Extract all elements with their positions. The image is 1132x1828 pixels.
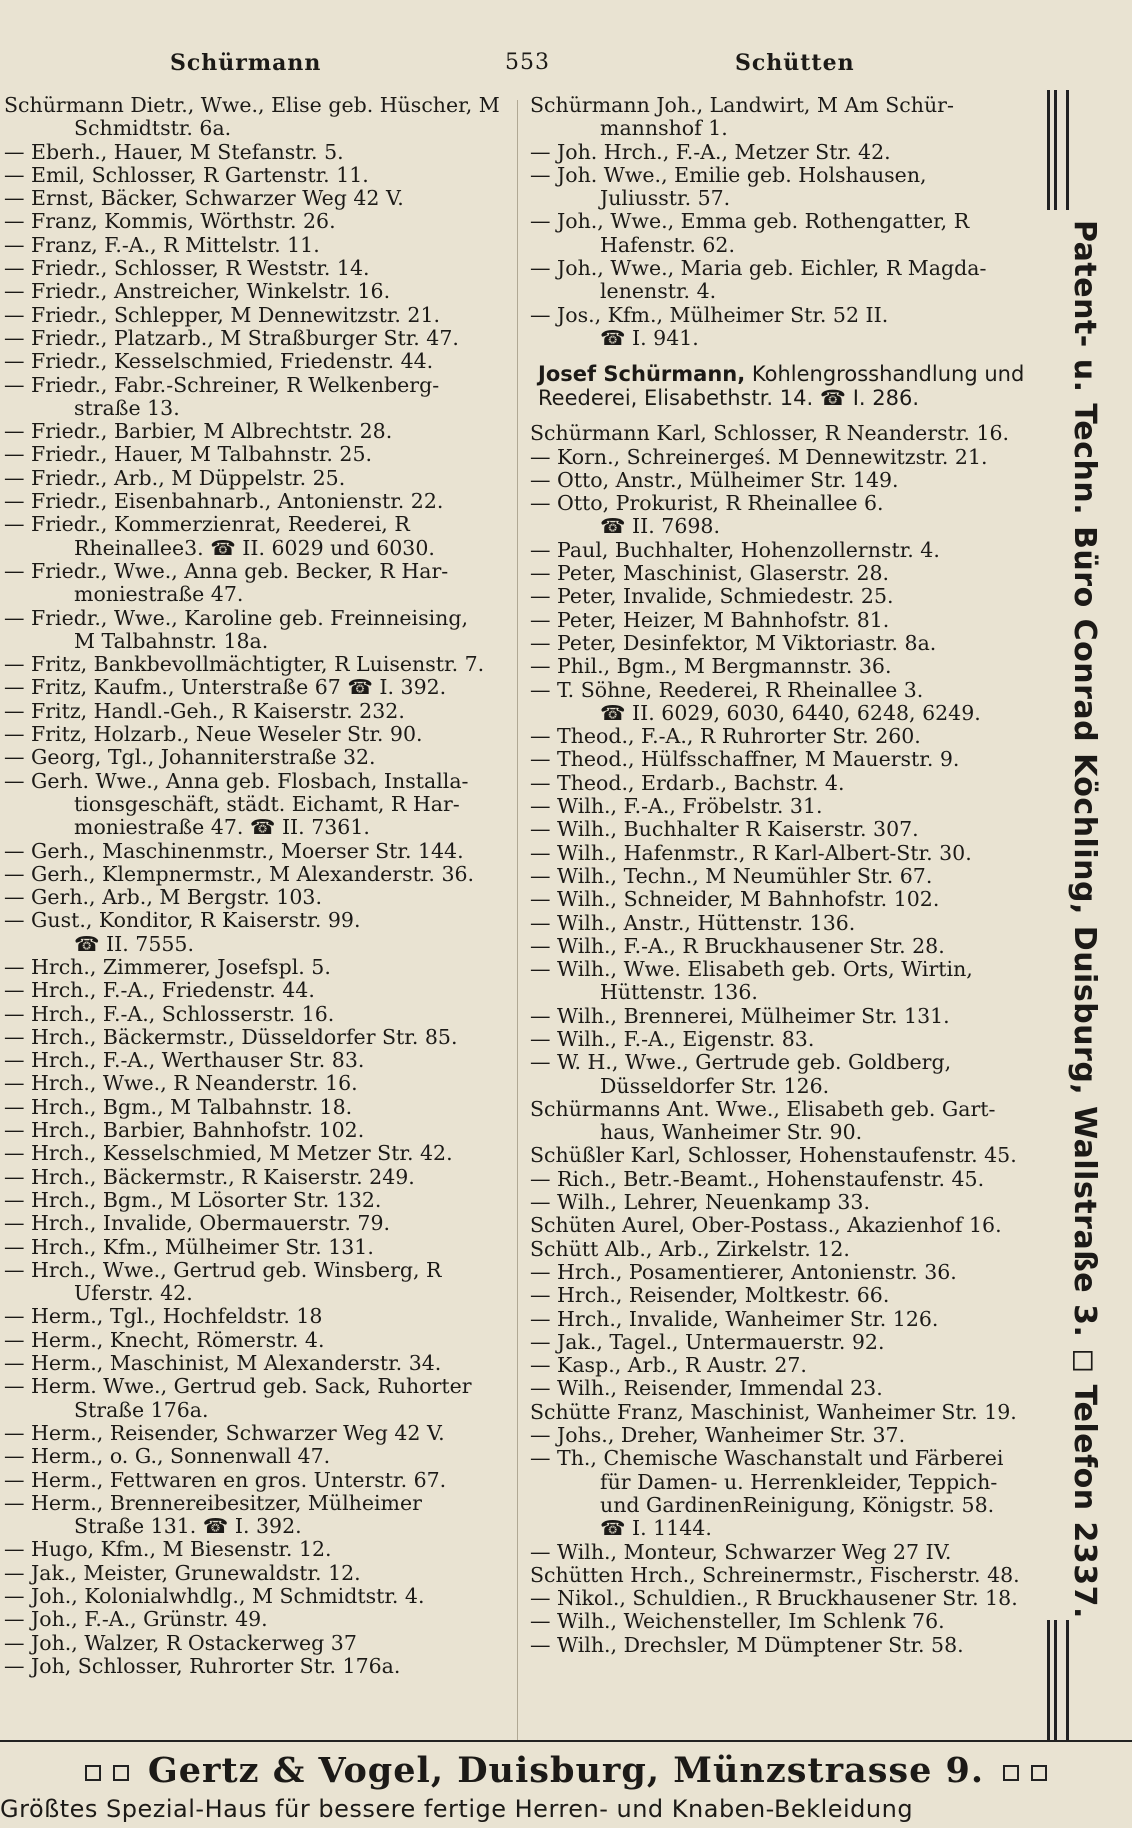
directory-entry: — Herm. Wwe., Gertrud geb. Sack, Ruhorter xyxy=(4,1375,472,1399)
directory-entry: Schmidtstr. 6a. xyxy=(74,117,232,141)
directory-entry: — Hrch., Kesselschmied, M Metzer Str. 42. xyxy=(4,1142,453,1166)
decorative-bars-top xyxy=(1047,90,1069,210)
left-column xyxy=(4,94,509,1678)
directory-entry: Schütten Hrch., Schreinermstr., Fischerstr. 48. xyxy=(530,1563,1020,1587)
directory-entry: — Fritz, Bankbevollmächtigter, R Luisenstr. 7. xyxy=(4,653,485,677)
directory-entry: — Gerh. Wwe., Anna geb. Flosbach, Installa- xyxy=(4,769,469,793)
directory-entry: haus, Wanheimer Str. 90. xyxy=(600,1121,863,1145)
directory-entry: — Kasp., Arb., R Austr. 27. xyxy=(530,1354,807,1378)
directory-entry: — Rich., Betr.-Beamt., Hohenstaufenstr. 45. xyxy=(530,1167,985,1191)
directory-entry: Schütte Franz, Maschinist, Wanheimer Str. 19. xyxy=(530,1400,1017,1424)
directory-entry: — Emil, Schlosser, R Gartenstr. 11. xyxy=(4,163,369,187)
directory-entry: — Joh., Wwe., Emma geb. Rothengatter, R xyxy=(530,210,970,234)
directory-entry: — Wilh., Lehrer, Neuenkamp 33. xyxy=(530,1191,870,1215)
directory-entry: — Otto, Prokurist, R Rheinallee 6. xyxy=(530,492,884,516)
right-column-part-2 xyxy=(530,422,1035,1657)
directory-entry: Uferstr. 42. xyxy=(74,1282,193,1306)
directory-entry: — Gust., Konditor, R Kaiserstr. 99. xyxy=(4,909,361,933)
directory-entry: — Franz, F.-A., R Mittelstr. 11. xyxy=(4,233,320,257)
directory-entry: — Hrch., Invalide, Obermauerstr. 79. xyxy=(4,1212,391,1236)
directory-entry: tionsgeschäft, städt. Eichamt, R Har- xyxy=(74,792,460,816)
square-ornament-icon xyxy=(1003,1765,1019,1781)
directory-entry: — Herm., Tgl., Hochfeldstr. 18 xyxy=(4,1305,323,1329)
directory-entry: — Hrch., F.-A., Werthauser Str. 83. xyxy=(4,1049,365,1073)
directory-entry: M Talbahnstr. 18a. xyxy=(74,629,269,653)
directory-entry: mannshof 1. xyxy=(600,117,728,141)
directory-entry: — Friedr., Barbier, M Albrechtstr. 28. xyxy=(4,420,393,444)
directory-entry: — Ernst, Bäcker, Schwarzer Weg 42 V. xyxy=(4,187,404,211)
directory-entry: — Paul, Buchhalter, Hohenzollernstr. 4. xyxy=(530,538,940,562)
directory-entry: — Friedr., Eisenbahnarb., Antonienstr. 22. xyxy=(4,490,444,514)
footer-advert-line2: Größtes Spezial-Haus für bessere fertige Herren- und Knaben-Bekleidung xyxy=(0,1795,914,1823)
directory-entry: — Hrch., Bäckermstr., Düsseldorfer Str. 85. xyxy=(4,1025,458,1049)
directory-entry: ☎ I. 1144. xyxy=(600,1517,712,1541)
right-column-part-1 xyxy=(530,94,1035,350)
directory-entry: Schürmanns Ant. Wwe., Elisabeth geb. Gart- xyxy=(530,1097,996,1121)
directory-entry: — Joh., Kolonialwhdlg., M Schmidtstr. 4. xyxy=(4,1585,425,1608)
directory-entry: — Herm., Reisender, Schwarzer Weg 42 V. xyxy=(4,1421,445,1445)
directory-entry: Schüßler Karl, Schlosser, Hohenstaufenstr. 45. xyxy=(530,1144,1017,1168)
directory-entry: Straße 131. ☎ I. 392. xyxy=(74,1515,302,1539)
directory-entry: — Wilh., Techn., M Neumühler Str. 67. xyxy=(530,864,933,888)
directory-entry: — Wilh., Hafenmstr., R Karl-Albert-Str. 30. xyxy=(530,841,972,865)
directory-entry: — Wilh., F.-A., R Bruckhausener Str. 28. xyxy=(530,934,945,958)
directory-entry: — Wilh., Wwe. Elisabeth geb. Orts, Wirtin, xyxy=(530,958,973,982)
directory-entry: — Hugo, Kfm., M Biesenstr. 12. xyxy=(4,1538,332,1562)
header-right: Schütten xyxy=(735,50,855,76)
directory-entry: — Wilh., Brennerei, Mülheimer Str. 131. xyxy=(530,1004,950,1028)
directory-entry: für Damen- u. Herrenkleider, Teppich- xyxy=(600,1470,998,1494)
directory-entry: — Gerh., Arb., M Bergstr. 103. xyxy=(4,886,322,910)
directory-entry: — Herm., o. G., Sonnenwall 47. xyxy=(4,1445,331,1469)
directory-entry: — Johs., Dreher, Wanheimer Str. 37. xyxy=(530,1424,906,1448)
directory-entry: — Franz, Kommis, Wörthstr. 26. xyxy=(4,210,336,234)
directory-entry: — Wilh., Anstr., Hüttenstr. 136. xyxy=(530,911,856,935)
directory-entry: — Hrch., Barbier, Bahnhofstr. 102. xyxy=(4,1119,365,1143)
directory-entry: — Hrch., F.-A., Friedenstr. 44. xyxy=(4,979,315,1003)
directory-entry: — Jos., Kfm., Mülheimer Str. 52 II. xyxy=(530,303,889,327)
directory-entry: — Peter, Invalide, Schmiedestr. 25. xyxy=(530,585,894,609)
footer-rule xyxy=(0,1740,1132,1742)
directory-entry: — Joh., Wwe., Maria geb. Eichler, R Magda- xyxy=(530,257,987,281)
directory-entry: — Jak., Tagel., Untermauerstr. 92. xyxy=(530,1330,885,1354)
directory-entry: — Herm., Brennereibesitzer, Mülheimer xyxy=(4,1491,422,1515)
directory-entry: moniestraße 47. ☎ II. 7361. xyxy=(74,816,370,840)
directory-entry: — Theod., F.-A., R Ruhrorter Str. 260. xyxy=(530,725,921,749)
directory-entry: — Friedr., Anstreicher, Winkelstr. 16. xyxy=(4,280,391,304)
square-ornament-icon xyxy=(85,1765,101,1781)
advert-text: Kohlengrosshandlung und Reederei, Elisabethstr. 14. ☎ I. 286. xyxy=(538,362,1025,411)
advert-josef-schuermann xyxy=(530,362,1035,410)
footer-advert xyxy=(0,1750,1132,1791)
directory-entry: — Fritz, Kaufm., Unterstraße 67 ☎ I. 392. xyxy=(4,676,447,700)
directory-entry: — Nikol., Schuldien., R Bruckhausener Str. 18. xyxy=(530,1587,1018,1611)
directory-entry: — Wilh., Weichensteller, Im Schlenk 76. xyxy=(530,1610,945,1634)
side-advert-text: Patent- u. Techn. Büro Conrad Köchling, Duisburg, Wallstraße 3. ◻ Telefon 2337. xyxy=(1067,220,1102,1619)
directory-entry: — W. H., Wwe., Gertrude geb. Goldberg, xyxy=(530,1051,952,1075)
directory-entry: Straße 176a. xyxy=(74,1398,209,1422)
directory-entry: — Wilh., Monteur, Schwarzer Weg 27 IV. xyxy=(530,1540,952,1564)
directory-entry: Schürmann Karl, Schlosser, R Neanderstr. 16. xyxy=(530,422,1010,446)
directory-entry: — Friedr., Platzarb., M Straßburger Str. 47. xyxy=(4,326,459,350)
directory-entry: — Phil., Bgm., M Bergmannstr. 36. xyxy=(530,655,892,679)
directory-entry: ☎ II. 7555. xyxy=(74,932,194,956)
directory-entry: — Jak., Meister, Grunewaldstr. 12. xyxy=(4,1561,361,1585)
square-ornament-icon xyxy=(113,1765,129,1781)
directory-entry: — Hrch., Reisender, Moltkestr. 66. xyxy=(530,1284,890,1308)
directory-entry: straße 13. xyxy=(74,396,180,420)
directory-entry: — Friedr., Wwe., Karoline geb. Freinneising, xyxy=(4,606,469,630)
directory-entry: — Hrch., Bäckermstr., R Kaiserstr. 249. xyxy=(4,1165,415,1189)
directory-entry: — Georg, Tgl., Johanniterstraße 32. xyxy=(4,746,376,770)
advert-name: Josef Schürmann, xyxy=(538,362,746,387)
directory-entry: — Korn., Schreinergeś. M Dennewitzstr. 21. xyxy=(530,445,988,469)
directory-entry: — Gerh., Klempnermstr., M Alexanderstr. 36. xyxy=(4,862,475,886)
directory-entry: — Hrch., Bgm., M Talbahnstr. 18. xyxy=(4,1095,353,1119)
directory-entry: Hüttenstr. 136. xyxy=(600,981,758,1005)
directory-entry: lenenstr. 4. xyxy=(600,280,717,304)
directory-entry: ☎ II. 7698. xyxy=(600,515,720,539)
footer-advert-line1: Gertz & Vogel, Duisburg, Münzstrasse 9. xyxy=(147,1750,985,1791)
directory-entry: Juliusstr. 57. xyxy=(600,187,731,211)
directory-entry: — Herm., Knecht, Römerstr. 4. xyxy=(4,1328,325,1352)
directory-entry: — Friedr., Hauer, M Talbahnstr. 25. xyxy=(4,443,373,467)
directory-entry: und GardinenReinigung, Königstr. 58. xyxy=(600,1493,995,1517)
header-left: Schürmann xyxy=(170,50,322,76)
directory-entry: — Hrch., Kfm., Mülheimer Str. 131. xyxy=(4,1235,374,1259)
directory-entry: Hafenstr. 62. xyxy=(600,233,735,257)
directory-entry: Düsseldorfer Str. 126. xyxy=(600,1074,830,1098)
directory-entry: — Wilh., Drechsler, M Dümptener Str. 58. xyxy=(530,1633,964,1657)
decorative-bars-bottom xyxy=(1047,1620,1069,1740)
directory-entry: — T. Söhne, Reederei, R Rheinallee 3. xyxy=(530,678,924,702)
directory-entry: — Hrch., F.-A., Schlosserstr. 16. xyxy=(4,1002,335,1026)
directory-entry: — Peter, Heizer, M Bahnhofstr. 81. xyxy=(530,608,890,632)
directory-entry: Schütt Alb., Arb., Zirkelstr. 12. xyxy=(530,1237,850,1261)
directory-entry: — Fritz, Handl.-Geh., R Kaiserstr. 232. xyxy=(4,699,405,723)
directory-entry: — Hrch., Bgm., M Lösorter Str. 132. xyxy=(4,1188,382,1212)
directory-entry: — Friedr., Schlosser, R Weststr. 14. xyxy=(4,257,370,281)
directory-entry: — Wilh., Buchhalter R Kaiserstr. 307. xyxy=(530,818,919,842)
directory-entry: — Hrch., Wwe., Gertrud geb. Winsberg, R xyxy=(4,1258,442,1282)
directory-entry: — Friedr., Kesselschmied, Friedenstr. 44. xyxy=(4,350,434,374)
column-divider xyxy=(517,100,518,1740)
directory-entry: Rheinallee3. ☎ II. 6029 und 6030. xyxy=(74,536,435,560)
directory-entry: — Joh, Schlosser, Ruhrorter Str. 176a. xyxy=(4,1654,401,1678)
directory-entry: — Wilh., F.-A., Eigenstr. 83. xyxy=(530,1027,815,1051)
directory-entry: ☎ I. 941. xyxy=(600,326,699,350)
directory-entry: — Gerh., Maschinenmstr., Moerser Str. 144. xyxy=(4,839,464,863)
directory-entry: — Wilh., Reisender, Immendal 23. xyxy=(530,1377,883,1401)
directory-entry: Schürmann Joh., Landwirt, M Am Schür- xyxy=(530,94,954,117)
directory-entry: — Fritz, Holzarb., Neue Weseler Str. 90. xyxy=(4,723,423,747)
directory-entry: — Herm., Maschinist, M Alexanderstr. 34. xyxy=(4,1352,442,1376)
directory-entry: — Herm., Fettwaren en gros. Unterstr. 67. xyxy=(4,1468,447,1492)
directory-entry: Schüten Aurel, Ober-Postass., Akazienhof 16. xyxy=(530,1214,1002,1238)
directory-entry: Schürmann Dietr., Wwe., Elise geb. Hüscher, M xyxy=(4,94,500,117)
directory-entry: — Friedr., Schlepper, M Dennewitzstr. 21. xyxy=(4,303,441,327)
directory-entry: — Wilh., F.-A., Fröbelstr. 31. xyxy=(530,795,823,819)
directory-entry: — Theod., Hülfsschaffner, M Mauerstr. 9. xyxy=(530,748,960,772)
directory-entry: — Otto, Anstr., Mülheimer Str. 149. xyxy=(530,468,899,492)
directory-entry: — Joh., F.-A., Grünstr. 49. xyxy=(4,1608,268,1632)
directory-entry: — Hrch., Invalide, Wanheimer Str. 126. xyxy=(530,1307,939,1331)
directory-entry: — Friedr., Wwe., Anna geb. Becker, R Har- xyxy=(4,559,449,583)
directory-entry: — Wilh., Schneider, M Bahnhofstr. 102. xyxy=(530,888,940,912)
directory-entry: moniestraße 47. xyxy=(74,583,244,607)
page-number: 553 xyxy=(505,50,550,75)
directory-entry: — Joh. Hrch., F.-A., Metzer Str. 42. xyxy=(530,140,891,164)
directory-entry: — Eberh., Hauer, M Stefanstr. 5. xyxy=(4,140,344,164)
directory-entry: — Th., Chemische Waschanstalt und Färberei xyxy=(530,1447,1004,1471)
directory-entry: — Theod., Erdarb., Bachstr. 4. xyxy=(530,771,845,795)
right-column xyxy=(530,94,1035,1657)
spacer xyxy=(530,410,1035,422)
directory-entry: — Hrch., Posamentierer, Antonienstr. 36. xyxy=(530,1260,957,1284)
directory-entry: ☎ II. 6029, 6030, 6440, 6248, 6249. xyxy=(600,701,981,725)
directory-entry: — Friedr., Arb., M Düppelstr. 25. xyxy=(4,466,346,490)
directory-entry: — Joh., Walzer, R Ostackerweg 37 xyxy=(4,1631,357,1655)
directory-entry: — Friedr., Fabr.-Schreiner, R Welkenberg- xyxy=(4,373,440,397)
directory-entry: — Friedr., Kommerzienrat, Reederei, R xyxy=(4,513,410,537)
square-ornament-icon xyxy=(1031,1765,1047,1781)
spacer xyxy=(530,350,1035,362)
directory-entry: — Peter, Maschinist, Glaserstr. 28. xyxy=(530,562,890,586)
directory-entry: — Hrch., Wwe., R Neanderstr. 16. xyxy=(4,1072,358,1096)
directory-entry: — Hrch., Zimmerer, Josefspl. 5. xyxy=(4,955,331,979)
directory-entry: — Peter, Desinfektor, M Viktoriastr. 8a. xyxy=(530,631,937,655)
side-advert xyxy=(1042,90,1122,1740)
directory-entry: — Joh. Wwe., Emilie geb. Holshausen, xyxy=(530,163,927,187)
